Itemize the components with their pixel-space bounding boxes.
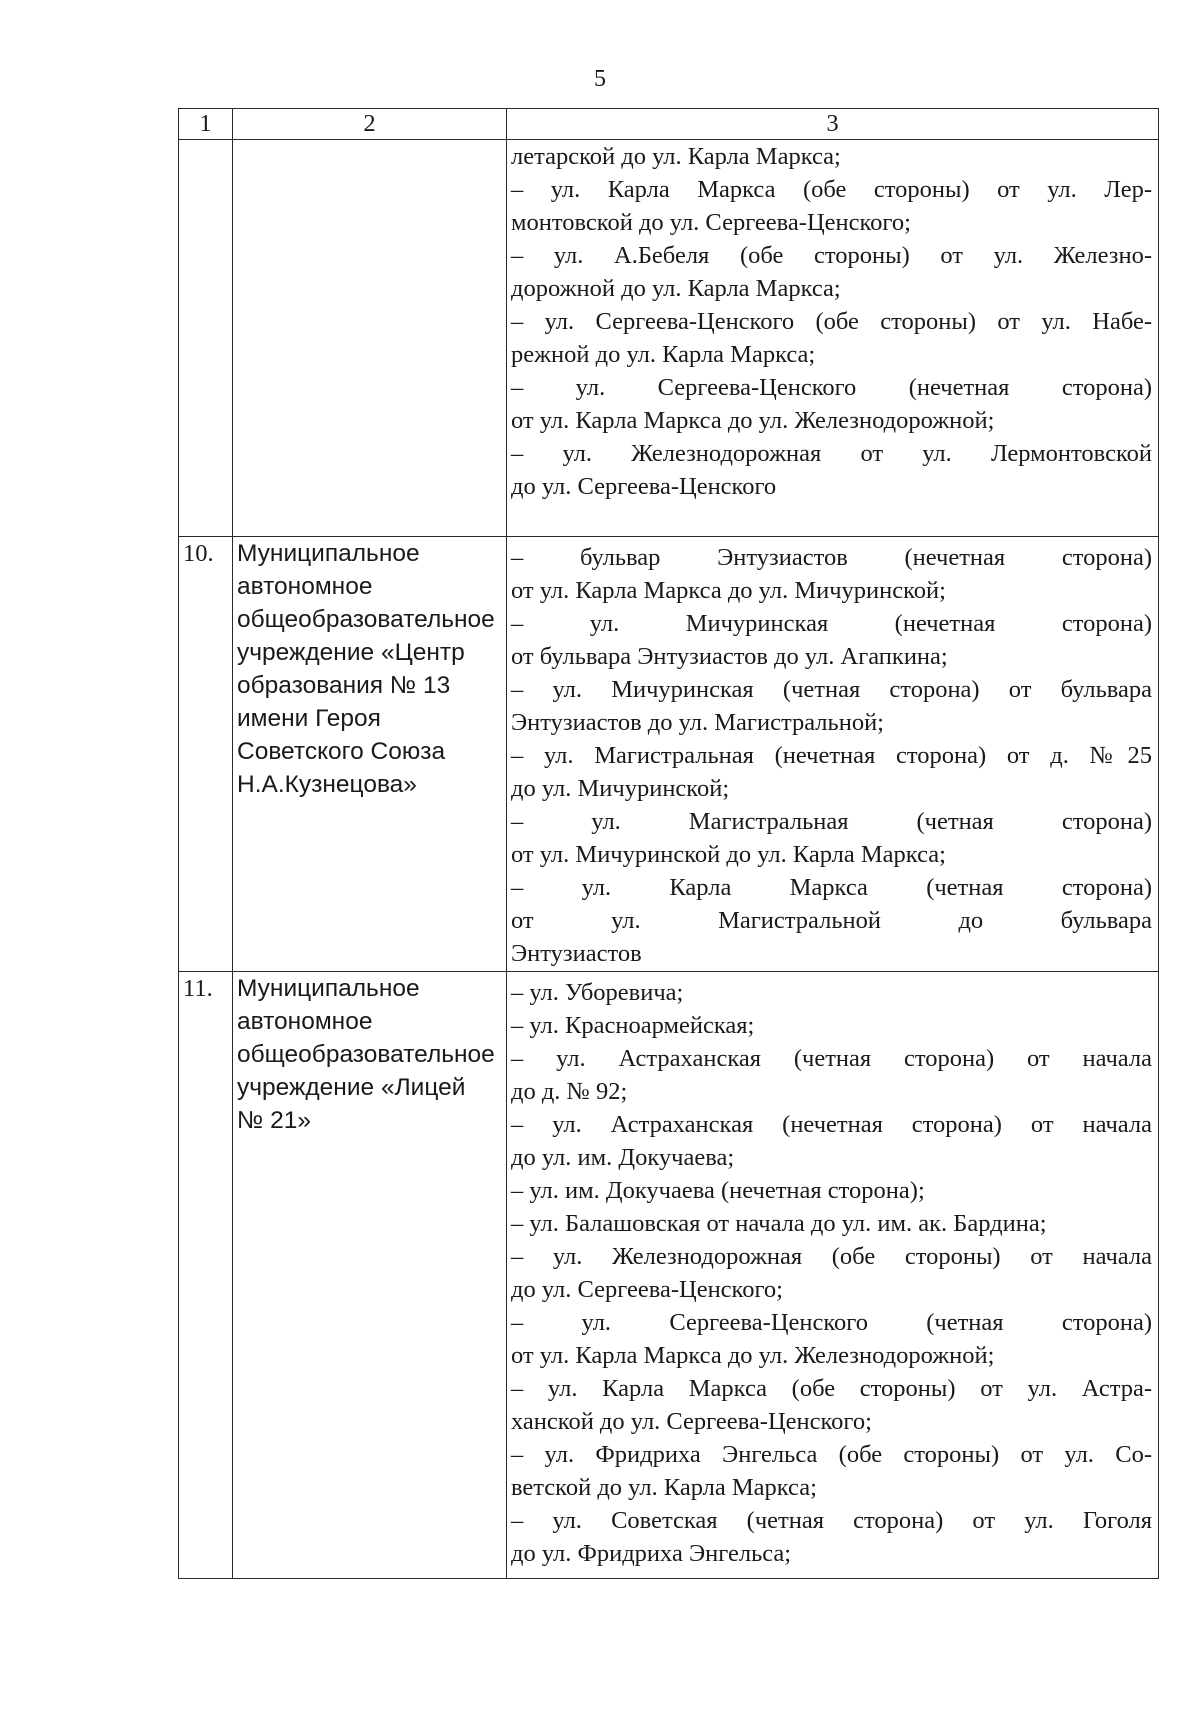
- street-line: – ул. Балашовская от начала до ул. им. ак. Бардина;: [511, 1210, 1047, 1237]
- organization-line: общеобразовательное: [237, 1041, 495, 1068]
- row-number-cell: 11.: [179, 972, 233, 1579]
- street-line: – ул. Астраханская (четная сторона) от начала: [511, 1045, 1152, 1072]
- street-line: – ул. Железнодорожная от ул. Лермонтовской: [511, 440, 1152, 467]
- street-line: – ул. Сергеева-Ценского (четная сторона): [511, 1309, 1152, 1336]
- table-header-row: [179, 109, 1159, 140]
- organization-line: учреждение «Центр: [237, 639, 465, 666]
- street-line: Энтузиастов: [511, 940, 642, 967]
- organization-line: автономное: [237, 573, 373, 600]
- street-line: режной до ул. Карла Маркса;: [511, 341, 816, 368]
- organization-line: Муниципальное: [237, 975, 420, 1002]
- header-cell-streets: 3: [507, 109, 1159, 140]
- organization-line: Советского Союза: [237, 738, 446, 765]
- street-line: – бульвар Энтузиастов (нечетная сторона): [511, 544, 1152, 571]
- organization-line: общеобразовательное: [237, 606, 495, 633]
- organization-line: Муниципальное: [237, 540, 420, 567]
- header-cell-number: 1: [179, 109, 233, 140]
- street-line: – ул. Карла Маркса (обе стороны) от ул. Лер-: [511, 176, 1152, 203]
- street-line: – ул. А.Бебеля (обе стороны) от ул. Железно-: [511, 242, 1152, 269]
- street-line: от бульвара Энтузиастов до ул. Агапкина;: [511, 643, 948, 670]
- street-line: – ул. Карла Маркса (обе стороны) от ул. Астра-: [511, 1375, 1152, 1402]
- street-line: до ул. им. Докучаева;: [511, 1144, 735, 1171]
- street-line: – ул. Магистральная (четная сторона): [511, 808, 1152, 835]
- street-line: – ул. Красноармейская;: [511, 1012, 755, 1039]
- street-line: дорожной до ул. Карла Маркса;: [511, 275, 841, 302]
- street-line: – ул. Мичуринская (четная сторона) от бульвара: [511, 676, 1152, 703]
- street-line: до ул. Фридриха Энгельса;: [511, 1540, 792, 1567]
- street-line: – ул. Мичуринская (нечетная сторона): [511, 610, 1152, 637]
- street-line: – ул. Магистральная (нечетная сторона) от д. №25: [511, 742, 1152, 769]
- streets-cell: [507, 537, 1159, 972]
- street-line: монтовской до ул. Сергеева-Ценского;: [511, 209, 911, 236]
- street-line: от ул. Мичуринской до ул. Карла Маркса;: [511, 841, 946, 868]
- street-line: – ул. Уборевича;: [511, 979, 684, 1006]
- districts-table: [178, 108, 1159, 1579]
- street-line: – ул. Сергеева-Ценского (нечетная сторона): [511, 374, 1152, 401]
- street-line: – ул. Советская (четная сторона) от ул. Гоголя: [511, 1507, 1152, 1534]
- header-cell-organization: 2: [233, 109, 507, 140]
- streets-cell: [507, 140, 1159, 537]
- table-row: [179, 140, 1159, 537]
- street-line: до ул. Сергеева-Ценского;: [511, 1276, 783, 1303]
- organization-line: Н.А.Кузнецова»: [237, 771, 417, 798]
- organization-cell: [233, 140, 507, 537]
- street-line: до д. № 92;: [511, 1078, 628, 1105]
- row-number-cell: 10.: [179, 537, 233, 972]
- organization-cell: [233, 537, 507, 972]
- page-number: 5: [594, 66, 606, 92]
- organization-line: автономное: [237, 1008, 373, 1035]
- table-row: [179, 537, 1159, 972]
- street-line: – ул. им. Докучаева (нечетная сторона);: [511, 1177, 925, 1204]
- street-line: – ул. Астраханская (нечетная сторона) от начала: [511, 1111, 1152, 1138]
- streets-cell: [507, 972, 1159, 1579]
- street-line: до ул. Сергеева-Ценского: [511, 473, 777, 500]
- street-line: – ул. Железнодорожная (обе стороны) от начала: [511, 1243, 1152, 1270]
- street-line: ветской до ул. Карла Маркса;: [511, 1474, 817, 1501]
- street-line: – ул. Сергеева-Ценского (обе стороны) от ул. Набе-: [511, 308, 1152, 335]
- street-line: ханской до ул. Сергеева-Ценского;: [511, 1408, 872, 1435]
- organization-line: имени Героя: [237, 705, 381, 732]
- organization-cell: [233, 972, 507, 1579]
- street-line: до ул. Мичуринской;: [511, 775, 730, 802]
- row-number-cell: [179, 140, 233, 537]
- organization-line: образования № 13: [237, 672, 451, 699]
- organization-line: № 21»: [237, 1107, 311, 1134]
- street-line: Энтузиастов до ул. Магистральной;: [511, 709, 884, 736]
- organization-line: учреждение «Лицей: [237, 1074, 466, 1101]
- street-line: – ул. Фридриха Энгельса (обе стороны) от ул. Со-: [511, 1441, 1152, 1468]
- street-line: от ул. Карла Маркса до ул. Железнодорожной;: [511, 407, 995, 434]
- street-line: от ул. Карла Маркса до ул. Мичуринской;: [511, 577, 946, 604]
- street-line: летарской до ул. Карла Маркса;: [511, 143, 841, 170]
- street-line: – ул. Карла Маркса (четная сторона): [511, 874, 1152, 901]
- street-line: от ул. Карла Маркса до ул. Железнодорожной;: [511, 1342, 995, 1369]
- street-line: от ул. Магистральной до бульвара: [511, 907, 1152, 934]
- table-row: [179, 972, 1159, 1579]
